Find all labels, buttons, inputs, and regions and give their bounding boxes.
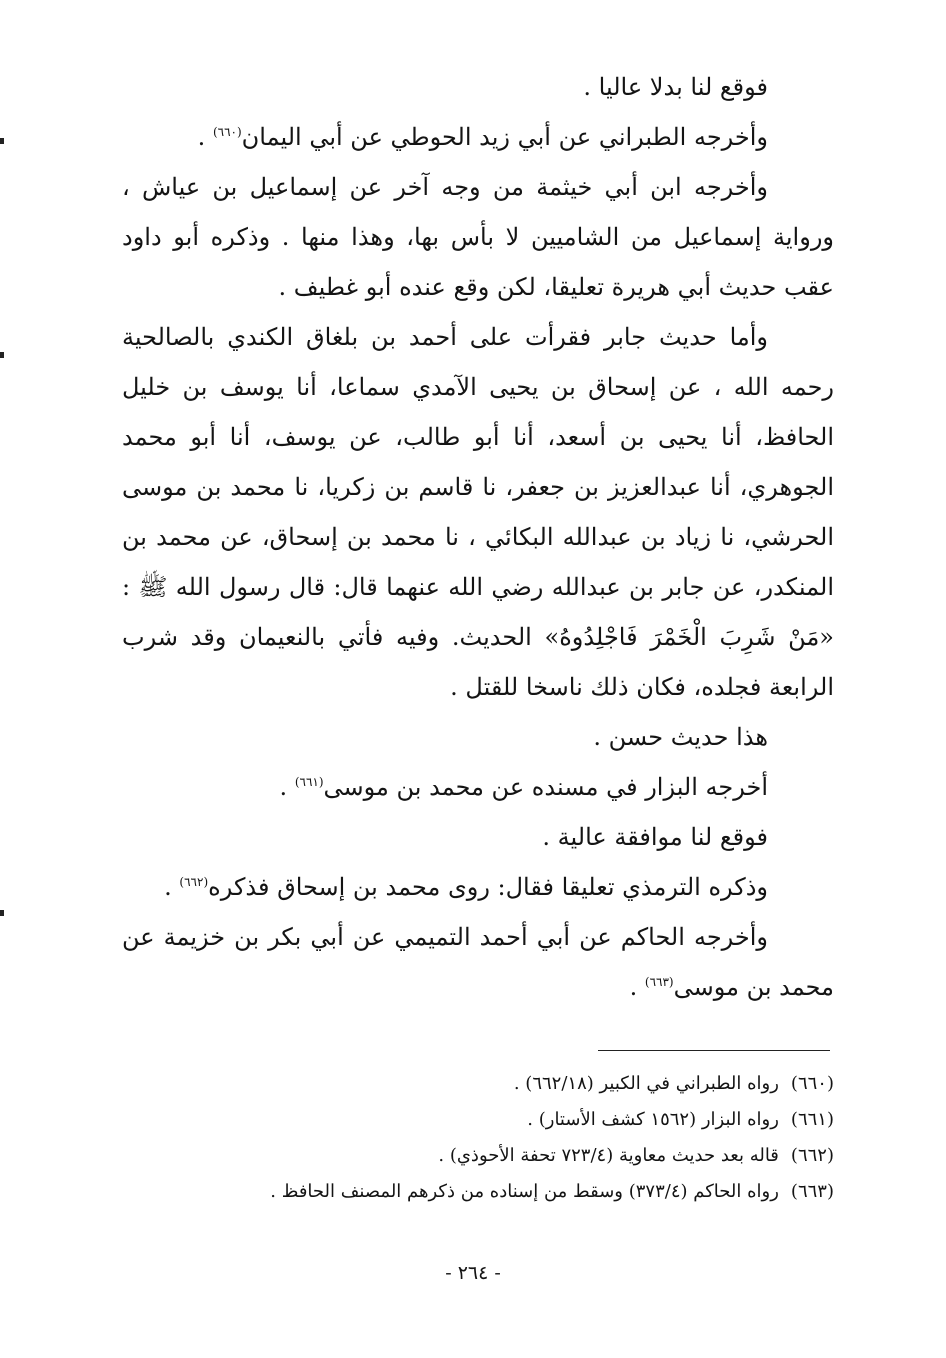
scan-mark (0, 910, 4, 916)
paragraph-tail: . (629, 973, 645, 1001)
footnote (180, 1138, 834, 1174)
paragraph (122, 712, 834, 762)
footnote-reference: (٦٦٠) (212, 125, 242, 139)
paragraph-text: فوقع لنا بدلا عاليا . (583, 73, 768, 101)
footnote-divider (598, 1050, 830, 1051)
paragraph-tail: . (164, 873, 180, 901)
paragraph (122, 912, 834, 1012)
footnotes (180, 1066, 834, 1210)
footnote-reference: (٦٦١) (294, 775, 324, 789)
footnote-text: رواه الحاكم (٣٧٣/٤) وسقط من إسناده من ذكرهم المصنف الحافظ . (270, 1181, 779, 1202)
scan-mark (0, 138, 4, 144)
paragraph-text: فوقع لنا موافقة عالية . (542, 823, 768, 851)
main-text (122, 62, 834, 1012)
paragraph-text: وأخرجه الطبراني عن أبي زيد الحوطي عن أبي اليمان (241, 123, 768, 151)
footnote-number: (٦٦٣) (790, 1181, 834, 1202)
footnote-text: قاله بعد حديث معاوية (٧٢٣/٤ تحفة الأحوذي) . (438, 1145, 779, 1166)
paragraph-tail: . (279, 773, 295, 801)
footnote (180, 1066, 834, 1102)
footnote-reference: (٦٦٢) (179, 875, 209, 889)
footnote-text: رواه الطبراني في الكبير (٦٦٢/١٨) . (513, 1073, 779, 1094)
paragraph-text: وذكره الترمذي تعليقا فقال: روى محمد بن إسحاق فذكره (208, 873, 768, 901)
footnote-number: (٦٦٢) (790, 1145, 834, 1166)
paragraph (122, 812, 834, 862)
paragraph (122, 862, 834, 912)
footnote (180, 1174, 834, 1210)
footnote-text: رواه البزار (١٥٦٢ كشف الأستار) . (527, 1109, 779, 1130)
paragraph (122, 112, 834, 162)
footnote-number: (٦٦٠) (790, 1073, 834, 1094)
scan-mark (0, 352, 4, 358)
footnote-number: (٦٦١) (790, 1109, 834, 1130)
footnote (180, 1102, 834, 1138)
page-number: - ٢٦٤ - (445, 1262, 501, 1284)
paragraph (122, 762, 834, 812)
paragraph-text: وأخرجه الحاكم عن أبي أحمد التميمي عن أبي بكر بن خزيمة عن محمد بن موسى (122, 923, 834, 1001)
paragraph-tail: . (197, 123, 213, 151)
paragraph-text: وأخرجه ابن أبي خيثمة من وجه آخر عن إسماعيل بن عياش ، ورواية إسماعيل من الشاميين لا بأس بها، وهذا منها . وذكره أبو داود عقب حديث أبي هريرة تعليقا، لكن وقع عنده أبو غطيف . (122, 173, 834, 301)
paragraph (122, 62, 834, 112)
paragraph (122, 312, 834, 712)
footnote-reference: (٦٦٣) (644, 975, 674, 989)
paragraph-text: هذا حديث حسن . (593, 723, 768, 751)
paragraph-text: وأما حديث جابر فقرأت على أحمد بن بلغاق الكندي بالصالحية رحمه الله ، عن إسحاق بن يحيى الآمدي سماعا، أنا يوسف بن خليل الحافظ، أنا يحيى بن أسعد، أنا أبو طالب، عن يوسف، أنا أبو محمد الجوهري، أنا عبدالعزيز بن جعفر، نا قاسم بن زكريا، نا محمد بن موسى الحرشي، نا زياد بن عبدالله البكائي ، نا محمد بن إسحاق، عن محمد بن المنكدر، عن جابر بن عبدالله رضي الله عنهما قال: قال رسول الله ﷺ : «مَنْ شَرِبَ الْخَمْرَ فَاجْلِدُوهُ» الحديث. وفيه فأتي بالنعيمان وقد شرب الرابعة فجلده، فكان ذلك ناسخا للقتل . (122, 323, 834, 701)
paragraph-text: أخرجه البزار في مسنده عن محمد بن موسى (323, 773, 768, 801)
paragraph (122, 162, 834, 312)
